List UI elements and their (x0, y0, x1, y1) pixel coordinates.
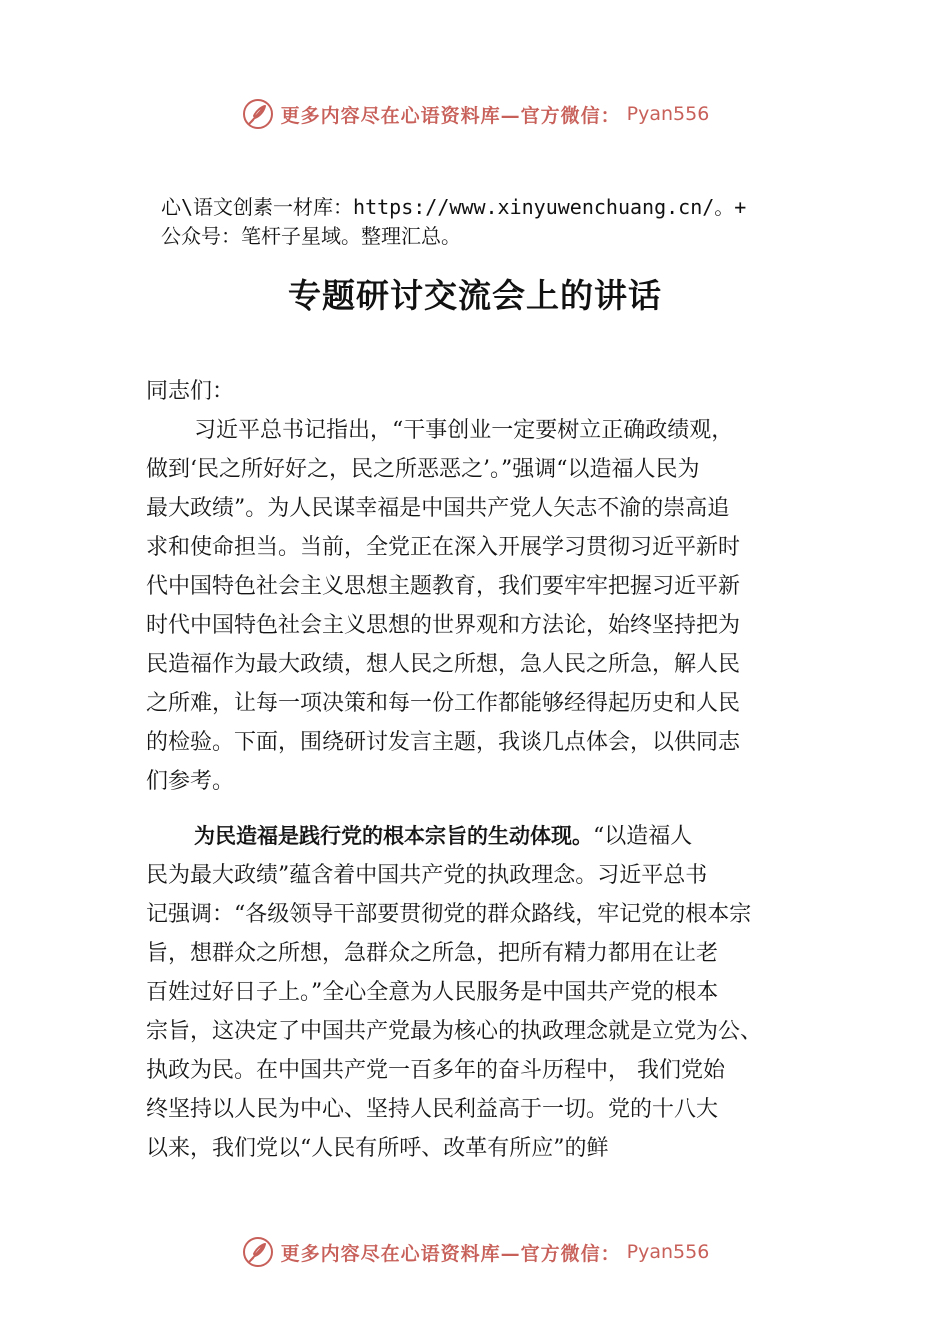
paragraph-line: 百姓过好日子上。”全心全意为人民服务是中国共产党的根本 (146, 980, 719, 1005)
feather-quill-logo-icon (241, 1235, 275, 1269)
paragraph-line: 求和使命担当。当前，全党正在深入开展学习贯彻习近平新时 (146, 535, 741, 560)
paragraph-1 (146, 411, 826, 801)
paragraph-line: 的检验。下面，围绕研讨发言主题，我谈几点体会，以供同志 (146, 730, 741, 755)
banner-text: 更多内容尽在心语资料库—官方微信： (280, 104, 621, 127)
banner-wechat-id: Pyan556 (626, 1241, 710, 1263)
paragraph-line: 时代中国特色社会主义思想的世界观和方法论，始终坚持把为 (146, 613, 741, 638)
paragraph-line: 终坚持以人民为中心、坚持人民利益高于一切。党的十八大 (146, 1097, 719, 1122)
banner-wechat-id: Pyan556 (626, 103, 710, 125)
banner-text: 更多内容尽在心语资料库—官方微信： (280, 1242, 621, 1265)
paragraph-line: 习近平总书记指出，“干事创业一定要树立正确政绩观， (194, 418, 734, 443)
header-banner (0, 94, 950, 134)
paragraph-line: 记强调：“各级领导干部要贯彻党的群众路线，牢记党的根本宗 (146, 902, 752, 927)
paragraph-line: 以来，我们党以“人民有所呼、改革有所应”的鲜 (146, 1136, 609, 1161)
salutation: 同志们： (146, 379, 235, 404)
paragraph-line: 宗旨，这决定了中国共产党最为核心的执政理念就是立党为公、 (146, 1019, 763, 1044)
paragraph-line: 代中国特色社会主义思想主题教育，我们要牢牢把握习近平新 (146, 574, 741, 599)
paragraph-line: 们参考。 (146, 769, 235, 794)
paragraph-first-line-rest: “以造福人 (593, 824, 693, 849)
paragraph-line: 之所难，让每一项决策和每一份工作都能够经得起历史和人民 (146, 691, 741, 716)
feather-quill-logo-icon (241, 97, 275, 131)
paragraph-line: 民为最大政绩”蕴含着中国共产党的执政理念。习近平总书 (146, 863, 708, 888)
source-note (161, 193, 861, 251)
source-note-line-2: 公众号：笔杆子星域。整理汇总。 (161, 224, 461, 248)
footer-banner (0, 1232, 950, 1272)
paragraph-line: 旨，想群众之所想，急群众之所急，把所有精力都用在让老 (146, 941, 719, 966)
paragraph-2 (146, 817, 826, 1168)
paragraph-line: 执政为民。在中国共产党一百多年的奋斗历程中， 我们党始 (146, 1058, 725, 1083)
paragraph-line: 做到‘民之所好好之，民之所恶恶之’。”强调“以造福人民为 (146, 457, 700, 482)
paragraph-line: 最大政绩”。为人民谋幸福是中国共产党人矢志不渝的崇高追 (146, 496, 730, 521)
paragraph-bold-lead: 为民造福是践行党的根本宗旨的生动体现。 (194, 824, 593, 848)
source-note-line-1: 心\语文创素一材库：https://www.xinyuwenchuang.cn/。+ (161, 195, 747, 219)
paragraph-first-line (146, 817, 826, 856)
paragraph-line: 民造福作为最大政绩，想人民之所想，急人民之所急，解人民 (146, 652, 741, 677)
page-title: 专题研讨交流会上的讲话 (288, 276, 662, 315)
